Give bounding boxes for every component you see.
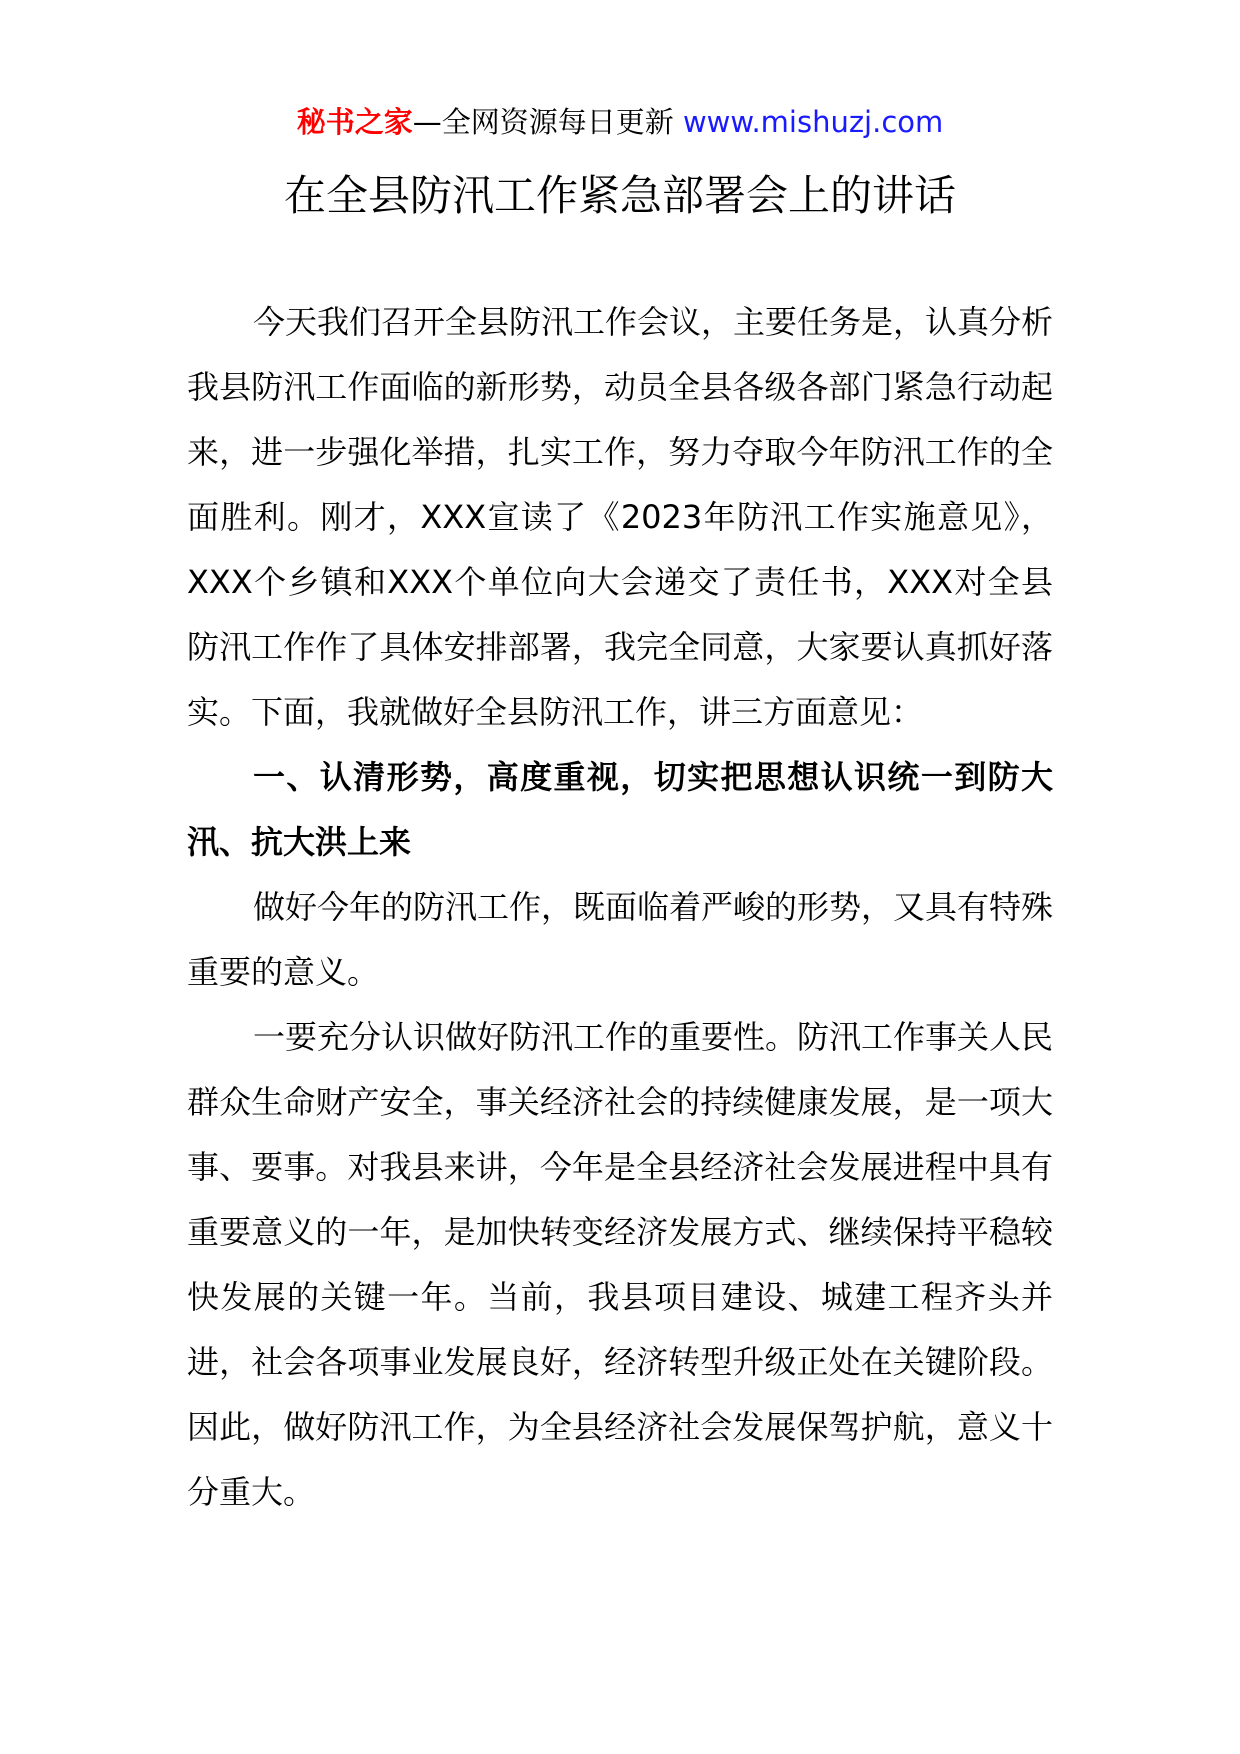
paragraph-situation: 做好今年的防汛工作，既面临着严峻的形势，又具有特殊重要的意义。 bbox=[187, 888, 1054, 991]
document-title: 在全县防汛工作紧急部署会上的讲话 bbox=[283, 171, 956, 220]
section-heading-1: 一、认清形势，高度重视，切实把思想认识统一到防大汛、抗大洪上来 bbox=[187, 758, 1053, 861]
site-header bbox=[0, 102, 1240, 142]
site-url[interactable]: www.mishuzj.com bbox=[682, 105, 944, 139]
paragraph-importance: 一要充分认识做好防汛工作的重要性。防汛工作事关人民群众生命财产安全，事关经济社会的持续健康发展，是一项大事、要事。对我县来讲，今年是全县经济社会发展进程中具有重要意义的一年，是加快转变经济发展方式、继续保持平稳较快发展的关键一年。当前，我县项目建设、城建工程齐头并进，社会各项事业发展良好，经济转型升级正处在关键阶段。因此，做好防汛工作，为全县经济社会发展保驾护航，意义十分重大。 bbox=[187, 1018, 1054, 1511]
header-tagline: —全网资源每日更新 bbox=[412, 105, 674, 139]
document-body bbox=[187, 290, 1053, 1525]
brand-name: 秘书之家 bbox=[296, 105, 413, 139]
paragraph-intro: 今天我们召开全县防汛工作会议，主要任务是，认真分析我县防汛工作面临的新形势，动员全县各级各部门紧急行动起来，进一步强化举措，扎实工作，努力夺取今年防汛工作的全面胜利。刚才，XXX宣读了《2023年防汛工作实施意见》，XXX个乡镇和XXX个单位向大会递交了责任书，XXX对全县防汛工作作了具体安排部署，我完全同意，大家要认真抓好落实。下面，我就做好全县防汛工作，讲三方面意见： bbox=[187, 303, 1054, 731]
